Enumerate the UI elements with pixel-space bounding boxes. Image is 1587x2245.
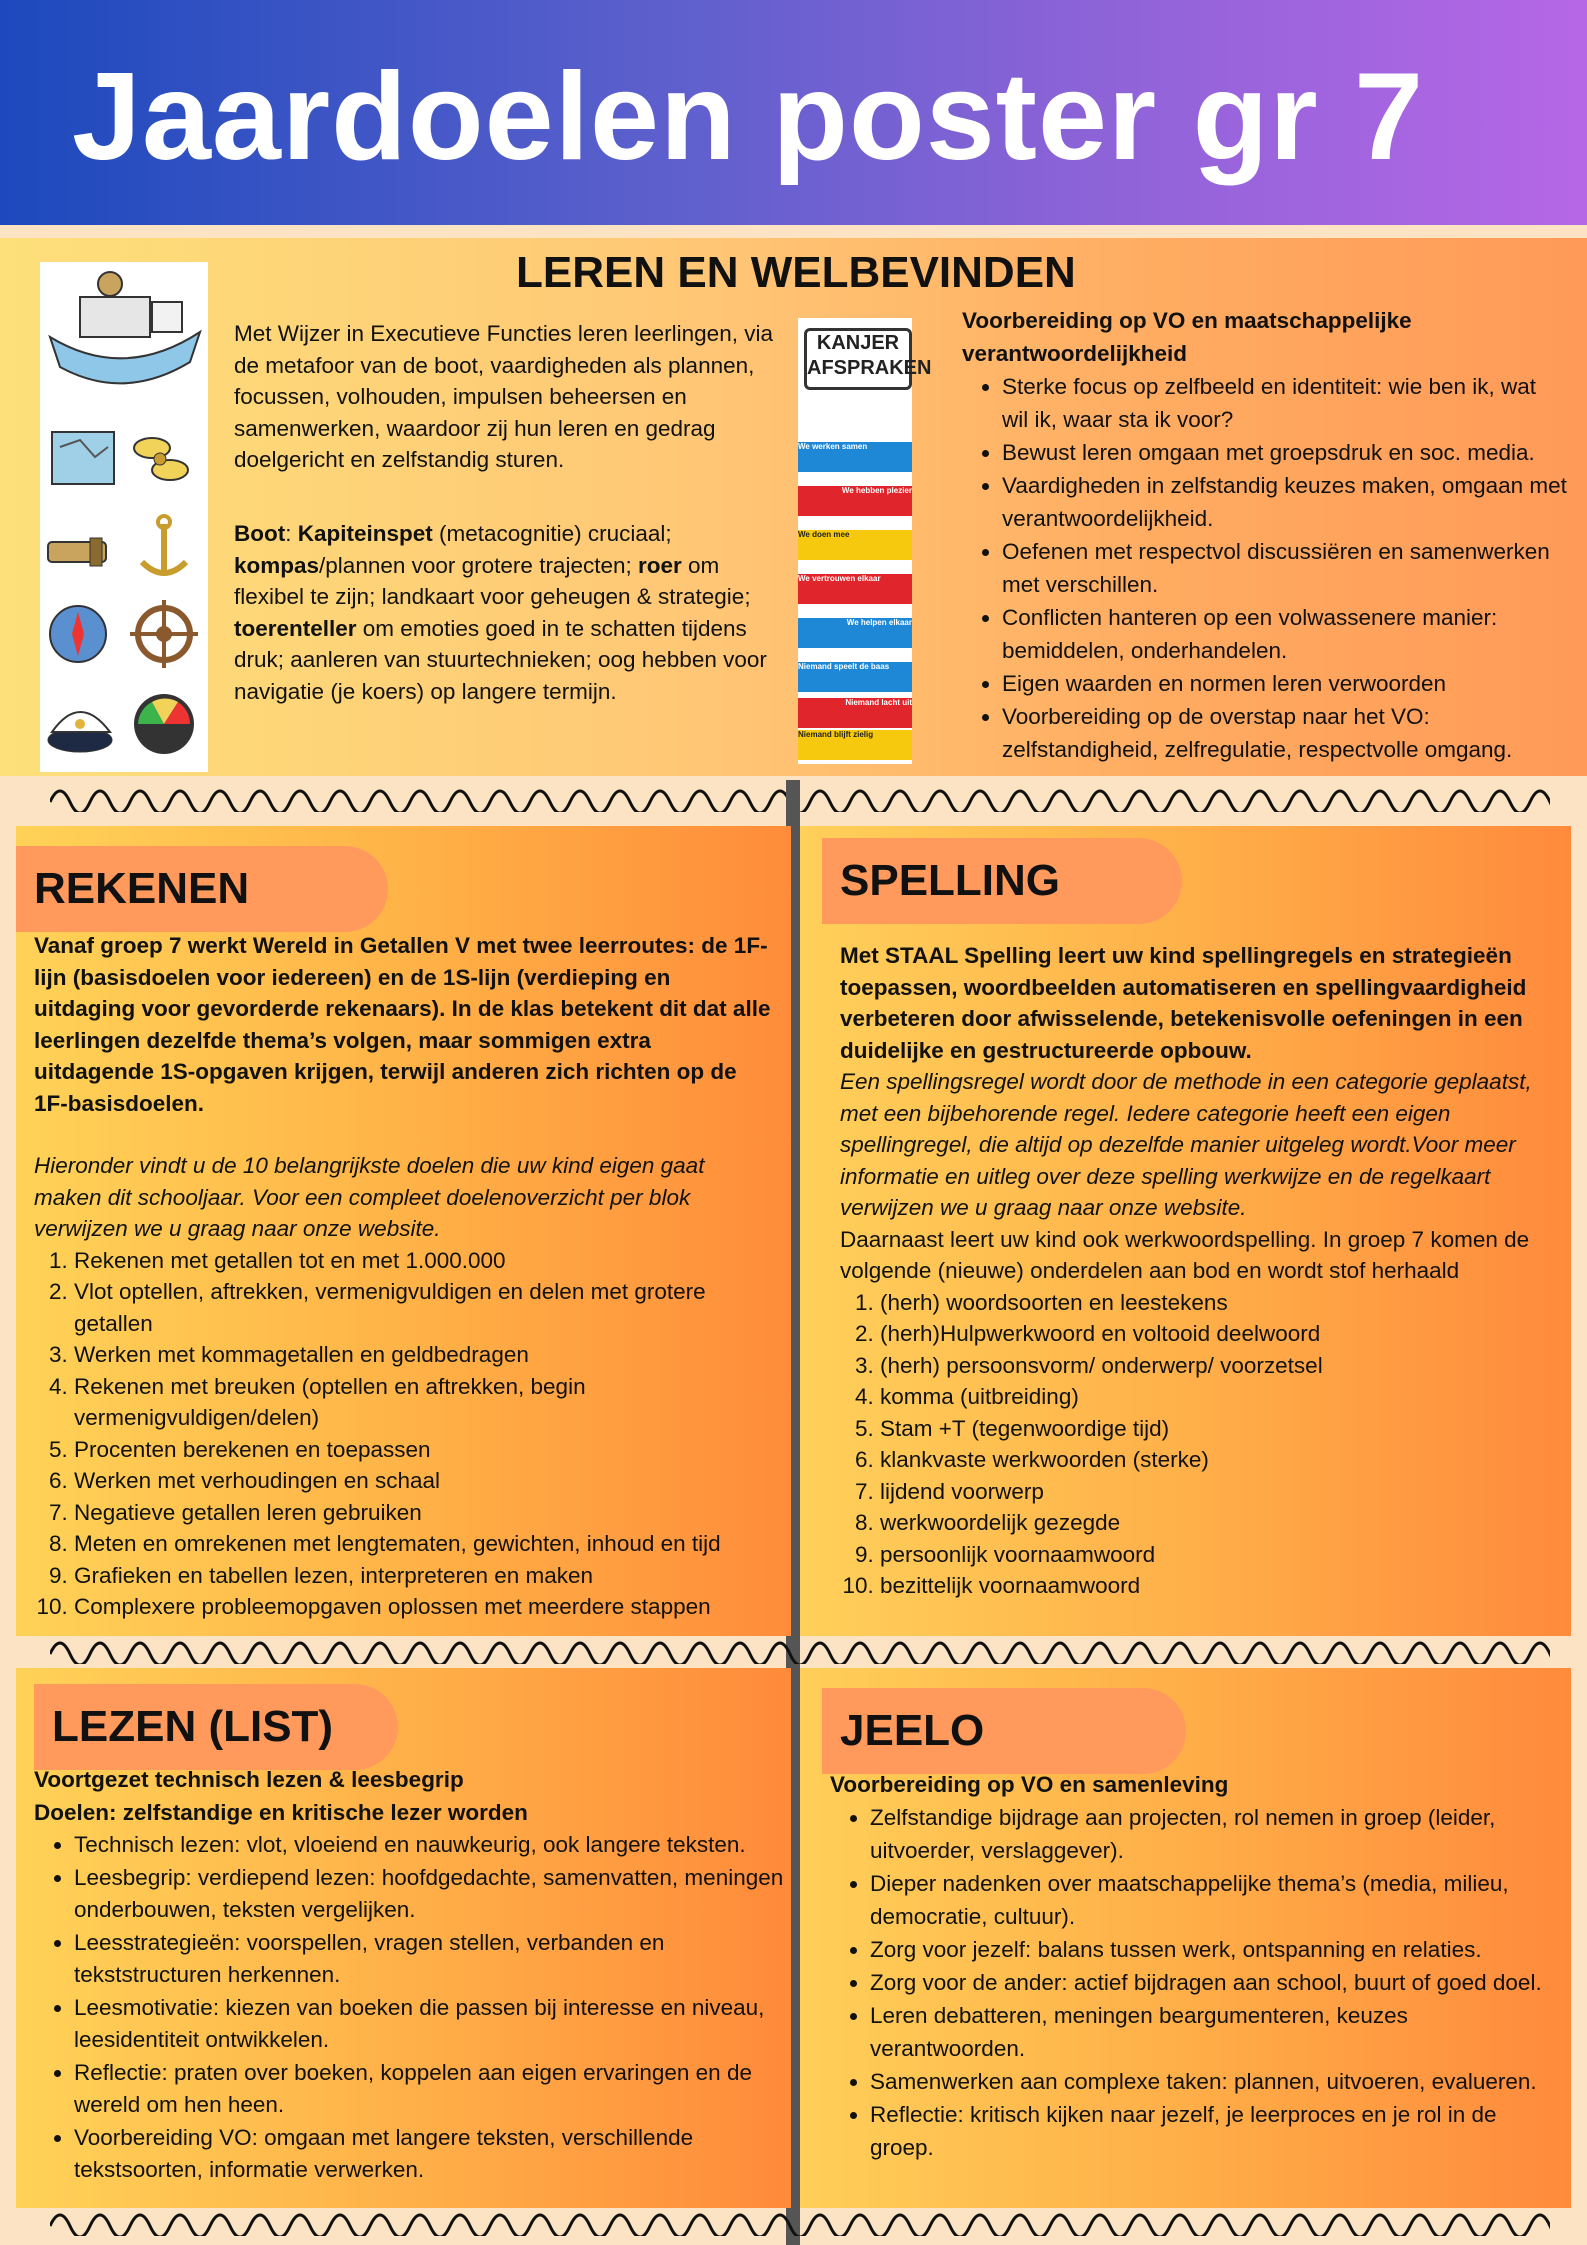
list-item: • Sterke focus op zelfbeeld en identiteit: wie ben ik, wat wil ik, waar sta ik voor? [1002, 370, 1568, 436]
rekenen-text [34, 930, 774, 1623]
list-item: • Leesstrategieën: voorspellen, vragen stellen, verbanden en tekststructuren herkennen. [74, 1927, 786, 1992]
squiggle-divider [50, 782, 1550, 812]
vo-heading: Voorbereiding op VO en maatschappelijke verantwoordelijkheid [962, 308, 1412, 366]
boat-icon-set [40, 262, 208, 772]
kanjer-rule: Niemand speelt de baas [798, 662, 912, 692]
list-item: 7. Negatieve getallen leren gebruiken [74, 1497, 774, 1529]
list-item: • Bewust leren omgaan met groepsdruk en soc. media. [1002, 436, 1568, 469]
anchor-icon [142, 516, 186, 574]
list-item: 8. werkwoordelijk gezegde [880, 1507, 1564, 1539]
kanjer-rule: We helpen elkaar [798, 618, 912, 648]
list-item: • Leesbegrip: verdiepend lezen: hoofdgedachte, samenvatten, meningen onderbouwen, teksten vergelijken. [74, 1862, 786, 1927]
list-item: • Conflicten hanteren op een volwassenere manier: bemiddelen, onderhandelen. [1002, 601, 1568, 667]
list-item: • Oefenen met respectvol discussiëren en samenwerken met verschillen. [1002, 535, 1568, 601]
list-item: 3. Werken met kommagetallen en geldbedragen [74, 1339, 774, 1371]
kanjer-rule: We werken samen [798, 442, 912, 472]
list-item: • Leesmotivatie: kiezen van boeken die passen bij interesse en niveau, leesidentiteit ontwikkelen. [74, 1992, 786, 2057]
list-item: 5. Procenten berekenen en toepassen [74, 1434, 774, 1466]
lezen-text [34, 1764, 786, 2187]
tachometer-icon [134, 694, 194, 754]
jeelo-sub: Voorbereiding op VO en samenleving [830, 1772, 1229, 1797]
kanjer-rule: We vertrouwen elkaar [798, 574, 912, 604]
spelling-intro: Met STAAL Spelling leert uw kind spellingregels en strategieën toepassen, woordbeelden automatiseren en spellingvaardigheid verbeteren door afwisselende, betekenisvolle oefeningen in een duidelijke en gestructureerde opbouw. [840, 943, 1527, 1063]
leren-intro: Met Wijzer in Executieve Functies leren leerlingen, via de metafoor van de boot, vaardigheden als plannen, focussen, volhouden, impulsen beheersen en samenwerken, waardoor zij hun leren en gedrag doelgericht en zelfstandig sturen. [234, 321, 773, 472]
boat-illustrations [40, 262, 208, 772]
list-item: 7. lijdend voorwerp [880, 1476, 1564, 1508]
boot-label: Boot [234, 521, 286, 546]
rekenen-note: Hieronder vindt u de 10 belangrijkste doelen die uw kind eigen gaat maken dit schooljaar. Voor een compleet doelenoverzicht per blok verwijzen we u graag naar onze website. [34, 1153, 705, 1241]
list-item: 3. (herh) persoonsvorm/ onderwerp/ voorzetsel [880, 1350, 1564, 1382]
list-item: 5. Stam +T (tegenwoordige tijd) [880, 1413, 1564, 1445]
boat-icon [50, 272, 200, 383]
squiggle-divider [50, 1634, 1550, 1664]
spelling-heading: SPELLING [822, 838, 1182, 924]
kapiteinspet-term: Kapiteinspet [297, 521, 433, 546]
list-item: 6. Werken met verhoudingen en schaal [74, 1465, 774, 1497]
list-item: • Eigen waarden en normen leren verwoorden [1002, 667, 1568, 700]
list-item: 10. bezittelijk voornaamwoord [880, 1570, 1564, 1602]
rekenen-heading: REKENEN [16, 846, 388, 932]
kanjer-afspraken-poster [798, 318, 932, 764]
list-item: 4. komma (uitbreiding) [880, 1381, 1564, 1413]
roer-term: roer [638, 552, 682, 578]
jeelo-heading: JEELO [822, 1688, 1186, 1774]
list-item: • Zorg voor de ander: actief bijdragen aan school, buurt of goed doel. [870, 1966, 1566, 1999]
kompas-term: kompas [234, 552, 320, 578]
spelling-note: Een spellingsregel wordt door de methode in een categorie geplaatst, met een bijbehorende regel. Iedere categorie heeft een eigen spellingregel, die altijd op dezelfde manier uitgeleg wordt.Voor meer informatie en uitleg over deze spelling werkwijze en de regelkaart verwijzen we u graag naar onze website. [840, 1069, 1532, 1220]
captain-hat-icon [48, 712, 112, 752]
leren-boot-text: Boot: Kapiteinspet (metacognitie) cruciaal; kompas/plannen voor grotere trajecten; roer om flexibel te zijn; landkaart voor geheugen & strategie; toerenteller om emoties goed in te schatten tijdens druk; aanleren van stuurtechnieken; oog hebben voor navigatie (je koers) op langere termijn. [234, 521, 767, 704]
lezen-sub2: Doelen: zelfstandige en kritische lezer worden [34, 1799, 528, 1825]
spelling-list [840, 1287, 1564, 1602]
kanjer-rule: We doen mee [798, 530, 912, 560]
list-item: 8. Meten en omrekenen met lengtematen, gewichten, inhoud en tijd [74, 1528, 774, 1560]
kanjer-rule: Niemand lacht uit [798, 698, 912, 728]
list-item: 10. Complexere probleemopgaven oplossen met meerdere stappen [74, 1591, 774, 1623]
list-item: • Voorbereiding op de overstap naar het VO: zelfstandigheid, zelfregulatie, respectvolle omgang. [1002, 700, 1568, 766]
list-item: 6. klankvaste werkwoorden (sterke) [880, 1444, 1564, 1476]
list-item: 1. Rekenen met getallen tot en met 1.000.000 [74, 1245, 774, 1277]
rekenen-goals-list [34, 1245, 774, 1623]
jeelo-text [830, 1768, 1566, 2164]
telescope-icon [48, 538, 106, 566]
kanjer-rule: Niemand blijft zielig [798, 730, 912, 760]
list-item: • Leren debatteren, meningen beargumenteren, keuzes verantwoorden. [870, 1999, 1566, 2065]
lezen-heading: LEZEN (LIST) [34, 1684, 398, 1770]
spelling-text [840, 940, 1564, 1602]
kanjer-rule: We hebben plezier [798, 486, 912, 516]
list-item: • Reflectie: praten over boeken, koppelen aan eigen ervaringen en de wereld om hen heen. [74, 2057, 786, 2122]
list-item: • Vaardigheden in zelfstandig keuzes maken, omgaan met verantwoordelijkheid. [1002, 469, 1568, 535]
leren-heading: LEREN EN WELBEVINDEN [516, 248, 1076, 297]
lezen-sub1: Voortgezet technisch lezen & leesbegrip [34, 1767, 464, 1792]
toerenteller-term: toerenteller [234, 615, 357, 641]
map-icon [52, 432, 114, 484]
list-item: • Zorg voor jezelf: balans tussen werk, ontspanning en relaties. [870, 1933, 1566, 1966]
spelling-werkwoord-intro: Daarnaast leert uw kind ook werkwoordspelling. In groep 7 komen de volgende (nieuwe) onderdelen aan bod en wordt stof herhaald [840, 1226, 1530, 1283]
list-item: 9. persoonlijk voornaamwoord [880, 1539, 1564, 1571]
steering-wheel-icon [130, 600, 198, 668]
poster-title: Jaardoelen poster gr 7 [72, 48, 1425, 186]
rekenen-intro: Vanaf groep 7 werkt Wereld in Getallen V met twee leerroutes: de 1F-lijn (basisdoelen voor iedereen) en de 1S-lijn (verdieping en uitdaging voor gevorderde rekenaars). In de klas betekent dit dat alle leerlingen dezelfde thema’s volgen, maar sommigen extra uitdagende 1S-opgaven krijgen, terwijl anderen zich richten op de 1F-basisdoelen. [34, 933, 771, 1116]
kanjer-title: KANJER AFSPRAKEN [804, 328, 912, 390]
poster-header [0, 0, 1587, 225]
list-item: • Zelfstandige bijdrage aan projecten, rol nemen in groep (leider, uitvoerder, verslaggever). [870, 1801, 1566, 1867]
list-item: 2. Vlot optellen, aftrekken, vermenigvuldigen en delen met grotere getallen [74, 1276, 774, 1339]
list-item: • Voorbereiding VO: omgaan met langere teksten, verschillende tekstsoorten, informatie verwerken. [74, 2122, 786, 2187]
list-item: • Samenwerken aan complexe taken: plannen, uitvoeren, evalueren. [870, 2065, 1566, 2098]
list-item: 9. Grafieken en tabellen lezen, interpreteren en maken [74, 1560, 774, 1592]
vo-list [962, 370, 1568, 766]
list-item: 2. (herh)Hulpwerkwoord en voltooid deelwoord [880, 1318, 1564, 1350]
list-item: 1. (herh) woordsoorten en leestekens [880, 1287, 1564, 1319]
vo-block [962, 304, 1568, 766]
list-item: • Dieper nadenken over maatschappelijke thema’s (media, milieu, democratie, cultuur). [870, 1867, 1566, 1933]
compass-icon [50, 606, 106, 662]
jeelo-list [830, 1801, 1566, 2164]
list-item: • Technisch lezen: vlot, vloeiend en nauwkeurig, ook langere teksten. [74, 1829, 786, 1862]
list-item: • Reflectie: kritisch kijken naar jezelf, je leerproces en je rol in de groep. [870, 2098, 1566, 2164]
squiggle-divider [50, 2206, 1550, 2236]
propeller-icon [134, 438, 188, 480]
list-item: 4. Rekenen met breuken (optellen en aftrekken, begin vermenigvuldigen/delen) [74, 1371, 774, 1434]
lezen-list [34, 1829, 786, 2187]
